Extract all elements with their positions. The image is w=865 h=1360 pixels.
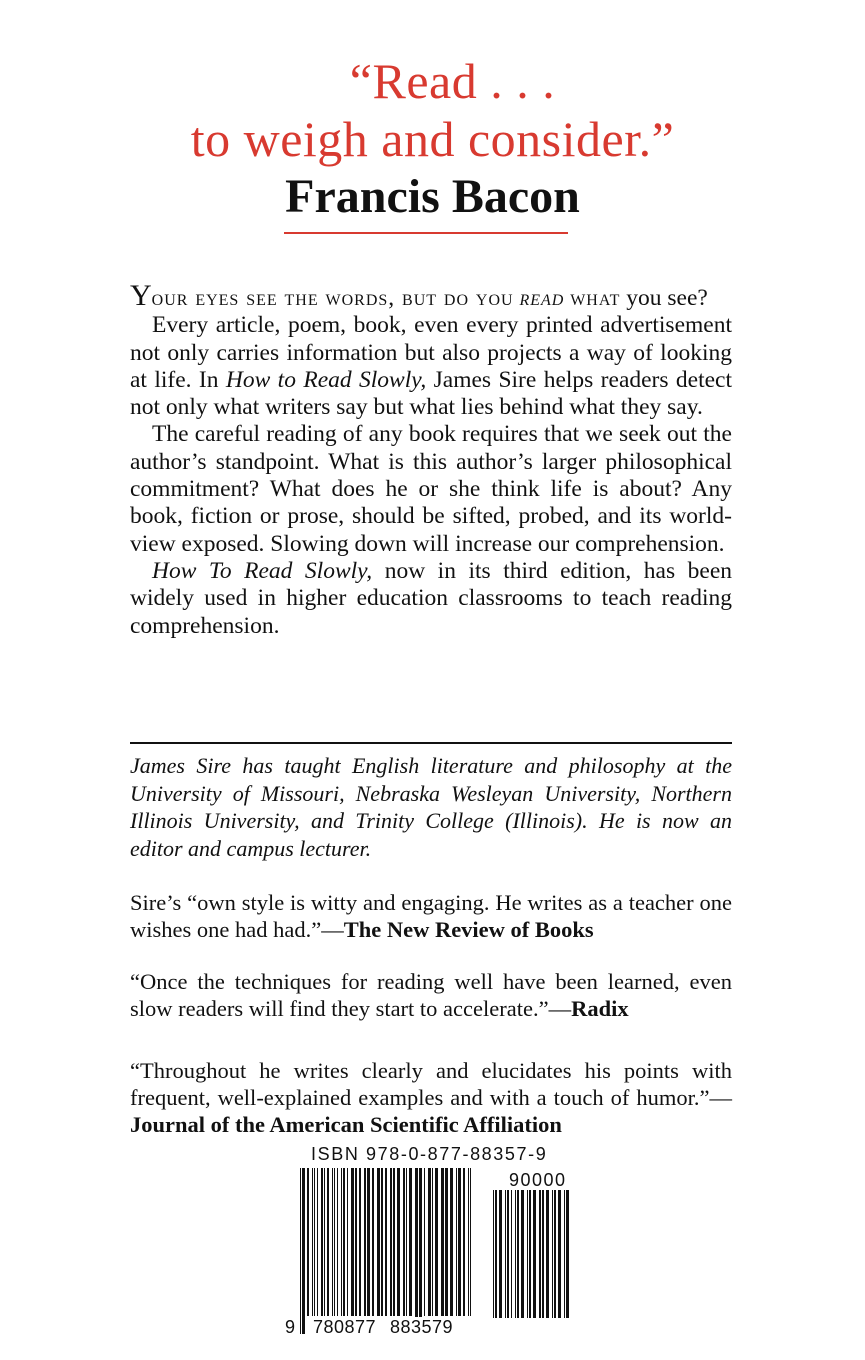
barcode-bar [505,1190,506,1318]
review-quote: Sire’s “own style is witty and engaging. He writes as a teacher one wishes one had had.”— [130,890,732,942]
barcode-bar [393,1168,395,1316]
barcode-bar [468,1168,469,1316]
barcode-bar [317,1168,318,1316]
epigraph-author: Francis Bacon [285,170,580,223]
barcode-bar [302,1168,305,1334]
barcode-bar [403,1168,405,1316]
epigraph-line-1: “Read . . . [349,53,556,109]
barcode-bar [450,1168,453,1316]
review-source: The New Review of Books [343,917,594,942]
barcode-bar [458,1168,461,1316]
barcode-bar [332,1168,333,1316]
barcode-bar [554,1190,556,1318]
barcode-bar [533,1190,536,1318]
barcode-bar [364,1168,366,1316]
barcode-bar [511,1190,512,1318]
review-quote: “Throughout he writes clearly and elucidates his points with frequent, well-explained examples and with a touch of humor.”— [130,1058,732,1110]
barcode-bar [470,1168,471,1316]
barcode-bar [312,1168,313,1316]
description-paragraph-4 [130,558,732,640]
barcode-bar [495,1190,497,1318]
barcode-bar [327,1168,329,1316]
description-paragraph-2 [130,312,732,421]
review-1 [130,889,732,943]
book-title-ref-2: How To Read Slowly, [152,557,373,584]
barcode-bar [517,1190,519,1318]
barcode-bar [397,1168,400,1316]
barcode-bar [337,1168,338,1316]
ean-right-digits: 883579 [390,1317,454,1337]
drop-cap: Y [130,279,152,312]
opening-smallcaps-end: what [570,285,621,311]
barcode-bar [334,1168,335,1316]
book-title-ref: How to Read Slowly, [225,366,427,393]
barcode-bar [415,1168,418,1334]
p2-text: Every article, poem, book, even every printed advertisement not only carries information but also projects a way of looking at life. In [130,312,732,393]
barcode-bar [409,1168,412,1316]
review-source: Journal of the American Scientific Affiliation [130,1112,562,1137]
barcode-bar [300,1168,301,1334]
barcode-bar [359,1168,361,1316]
barcode-bar [419,1168,422,1334]
barcode-bar [515,1190,516,1318]
barcode-bar [324,1168,325,1316]
review-2 [130,968,732,1022]
barcode-bar [432,1168,433,1316]
price-addon-number: 90000 [509,1170,567,1190]
description-paragraph-3: The careful reading of any book requires that we seek out the author’s standpoint. What is this author’s larger philosophical commitment? What does he or she think life is about? Any book, fiction or prose, should be sifted, probed, and its world-view exposed. Slowing down will increase our comprehension. [130,421,732,557]
barcode-bar [552,1190,553,1318]
barcode-bar [347,1168,348,1316]
barcode-bar [445,1168,448,1316]
barcode-bar [558,1190,561,1318]
opening-emphasis: read [519,285,565,311]
barcode-bar [406,1168,407,1316]
isbn-label: ISBN 978-0-877-88357-9 [311,1144,548,1164]
ean-left-digits: 780877 [313,1317,377,1337]
barcode-bar [351,1168,354,1316]
review-quote: “Once the techniques for reading well have been learned, even slow readers will find they start to accelerate.”— [130,969,732,1021]
ean-digits [284,1317,484,1339]
barcode-bar [381,1168,383,1316]
barcode-bar [321,1168,323,1316]
barcode-bar [390,1168,392,1316]
barcode-bar [367,1168,370,1316]
barcode-bar [463,1168,465,1316]
barcode-bar [456,1168,457,1316]
barcode-bar [314,1168,315,1316]
epigraph-line-2: to weigh and consider.” [190,111,675,167]
barcode-bar [307,1168,309,1316]
barcode-bar [428,1168,431,1316]
barcode-bar [341,1168,342,1316]
barcode-bar [355,1168,357,1316]
p2-text-end: James Sire helps readers detect not only what writers say but what lies behind what they say. [130,366,733,421]
barcode-bar [521,1190,524,1318]
barcode-bar [529,1190,531,1318]
barcode-bar [527,1190,528,1318]
barcode-bar [493,1190,494,1318]
barcode-bar [507,1190,509,1318]
description-paragraph-1 [130,279,732,312]
barcode-bar [564,1190,565,1318]
barcode-bar [566,1190,569,1318]
barcode-bar [424,1168,425,1316]
barcode-bar [372,1168,374,1316]
price-addon-barcode [491,1190,571,1336]
barcode-bar [435,1168,438,1316]
p4-text: now in its third edition, has been widely used in higher education classrooms to teach reading comprehension. [130,557,732,639]
black-divider [130,742,732,744]
barcode-bar [539,1190,541,1318]
opening-rest: you see? [626,285,708,311]
review-3 [130,1057,732,1138]
barcode-bar [542,1190,544,1318]
book-description [130,279,733,640]
ean-barcode [298,1168,476,1334]
epigraph [0,52,865,224]
ean-first-digit: 9 [285,1317,296,1337]
barcode-bar [546,1190,549,1318]
barcode-bar [377,1168,380,1316]
barcode-bar [385,1168,387,1316]
barcode-bar [499,1190,502,1318]
opening-smallcaps: our eyes see the words, but do you [151,285,514,311]
author-bio: James Sire has taught English literature and philosophy at the University of Missouri, Nebraska Wesleyan University, Northern Illinois University, and Trinity College (Illinois). He is now an editor and campus lecturer. [130,753,732,861]
review-source: Radix [571,996,629,1021]
red-divider [284,232,568,234]
barcode-bar [441,1168,444,1316]
barcode-bar [343,1168,345,1316]
